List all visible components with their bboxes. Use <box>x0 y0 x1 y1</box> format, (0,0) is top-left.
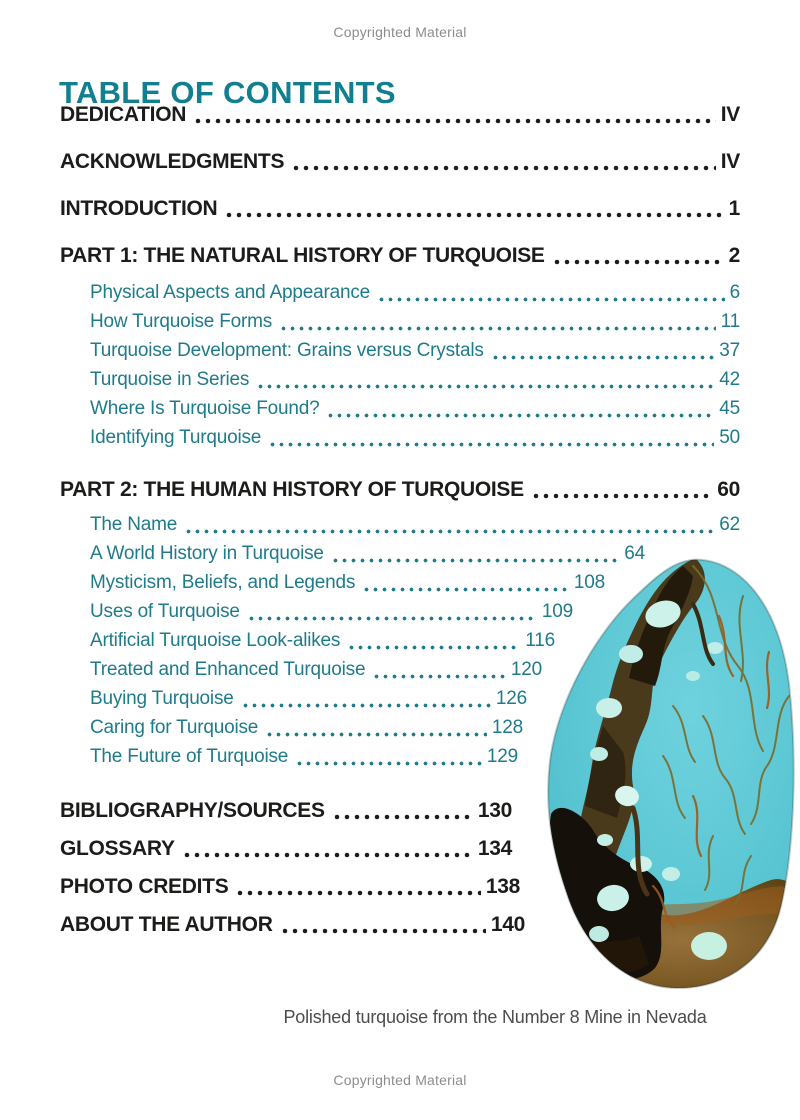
toc-entry-page: IV <box>720 103 740 126</box>
toc-entry-label: ABOUT THE AUTHOR <box>60 913 273 936</box>
toc-subentry <box>90 510 740 539</box>
toc-subentry <box>90 655 542 684</box>
toc-subentry-label: Buying Turquoise <box>90 688 234 709</box>
turquoise-stone-image <box>543 556 795 990</box>
toc-subentry <box>90 365 740 394</box>
dot-leader <box>332 814 473 820</box>
toc-entry-page: 138 <box>485 875 520 898</box>
dot-leader <box>372 674 506 679</box>
toc-subentry-label: Caring for Turquoise <box>90 717 259 738</box>
toc-subentry <box>90 307 740 336</box>
toc-subentry-page: 62 <box>719 514 740 535</box>
toc-subentry-page: 11 <box>720 311 740 332</box>
toc-entry-glossary <box>60 836 512 862</box>
toc-entry-introduction <box>60 196 740 222</box>
dot-leader <box>279 326 716 331</box>
toc-subentry-label: Artificial Turquoise Look-alikes <box>90 630 341 651</box>
dot-leader <box>531 493 712 499</box>
toc-entry-page: 130 <box>477 799 512 822</box>
dot-leader <box>362 587 569 592</box>
toc-subentry-page: 109 <box>541 601 573 622</box>
toc-subentry <box>90 684 527 713</box>
toc-subentry <box>90 278 740 307</box>
dot-leader <box>265 732 487 737</box>
toc-subentry-label: Turquoise in Series <box>90 369 250 390</box>
dot-leader <box>280 928 486 934</box>
dot-leader <box>247 616 537 621</box>
toc-subentry <box>90 713 523 742</box>
dot-leader <box>326 413 714 418</box>
dot-leader <box>256 384 714 389</box>
toc-subentry <box>90 423 740 452</box>
toc-subentry-label: Uses of Turquoise <box>90 601 240 622</box>
dot-leader <box>291 165 716 171</box>
toc-entry-bibliography <box>60 798 512 824</box>
dot-leader <box>224 212 723 218</box>
dot-leader <box>235 890 480 896</box>
toc-entry-page: 140 <box>490 913 525 936</box>
copyright-notice-bottom: Copyrighted Material <box>333 1072 467 1088</box>
dot-leader <box>347 645 520 650</box>
toc-subentry-page: 50 <box>719 427 740 448</box>
toc-subentry-page: 37 <box>719 340 740 361</box>
toc-entry-page: 134 <box>477 837 512 860</box>
toc-subentry-page: 42 <box>719 369 740 390</box>
toc-entry-part1 <box>60 243 740 269</box>
toc-subentry-page: 6 <box>729 282 740 303</box>
toc-subentry <box>90 597 573 626</box>
toc-subentry-label: Treated and Enhanced Turquoise <box>90 659 366 680</box>
toc-subentry-label: The Name <box>90 514 178 535</box>
dot-leader <box>241 703 491 708</box>
toc-subentry-label: Physical Aspects and Appearance <box>90 282 371 303</box>
dot-leader <box>491 355 715 360</box>
toc-subentry <box>90 336 740 365</box>
toc-entry-dedication <box>60 102 740 128</box>
toc-subentry-page: 126 <box>495 688 527 709</box>
toc-entry-about-author <box>60 912 525 938</box>
toc-subentry-label: How Turquoise Forms <box>90 311 273 332</box>
toc-subentry-page: 108 <box>573 572 605 593</box>
toc-subentry-page: 120 <box>510 659 542 680</box>
toc-entry-label: GLOSSARY <box>60 837 175 860</box>
dot-leader <box>377 297 725 302</box>
toc-entry-label: PHOTO CREDITS <box>60 875 229 898</box>
toc-subentry-page: 128 <box>491 717 523 738</box>
toc-subentry <box>90 394 740 423</box>
toc-subentry-label: Where Is Turquoise Found? <box>90 398 320 419</box>
stone-caption: Polished turquoise from the Number 8 Mine in Nevada <box>283 1007 707 1027</box>
toc-subentry-page: 64 <box>624 543 645 564</box>
toc-subentry-page: 116 <box>525 630 555 651</box>
toc-subentry-label: Mysticism, Beliefs, and Legends <box>90 572 356 593</box>
dot-leader <box>182 852 473 858</box>
dot-leader <box>184 529 714 534</box>
toc-entry-part2 <box>60 477 740 503</box>
toc-entry-photo-credits <box>60 874 520 900</box>
toc-entry-label: DEDICATION <box>60 103 187 126</box>
toc-entry-page: IV <box>720 150 740 173</box>
toc-entry-page: 1 <box>728 197 740 220</box>
toc-entry-label: BIBLIOGRAPHY/SOURCES <box>60 799 325 822</box>
toc-entry-label: INTRODUCTION <box>60 197 218 220</box>
dot-leader <box>193 118 716 124</box>
toc-subentry <box>90 742 518 771</box>
toc-entry-label: ACKNOWLEDGMENTS <box>60 150 285 173</box>
toc-entry-acknowledgments <box>60 149 740 175</box>
toc-subentry-label: Turquoise Development: Grains versus Crystals <box>90 340 484 361</box>
part1-subentries <box>90 278 740 452</box>
toc-subentry <box>90 568 605 597</box>
dot-leader <box>295 761 482 766</box>
toc-entry-label: PART 2: THE HUMAN HISTORY OF TURQUOISE <box>60 478 524 501</box>
dot-leader <box>552 259 724 265</box>
toc-entry-page: 60 <box>717 478 740 501</box>
toc-entry-page: 2 <box>728 244 740 267</box>
toc-subentry-label: Identifying Turquoise <box>90 427 262 448</box>
toc-subentry-label: The Future of Turquoise <box>90 746 289 767</box>
toc-subentry <box>90 626 555 655</box>
dot-leader <box>268 442 714 447</box>
page-title: TABLE OF CONTENTS <box>59 74 396 110</box>
toc-subentry-label: A World History in Turquoise <box>90 543 324 564</box>
copyright-notice-top: Copyrighted Material <box>333 24 467 40</box>
toc-entry-label: PART 1: THE NATURAL HISTORY OF TURQUOISE <box>60 244 545 267</box>
toc-subentry-page: 45 <box>719 398 740 419</box>
toc-subentry-page: 129 <box>486 746 518 767</box>
